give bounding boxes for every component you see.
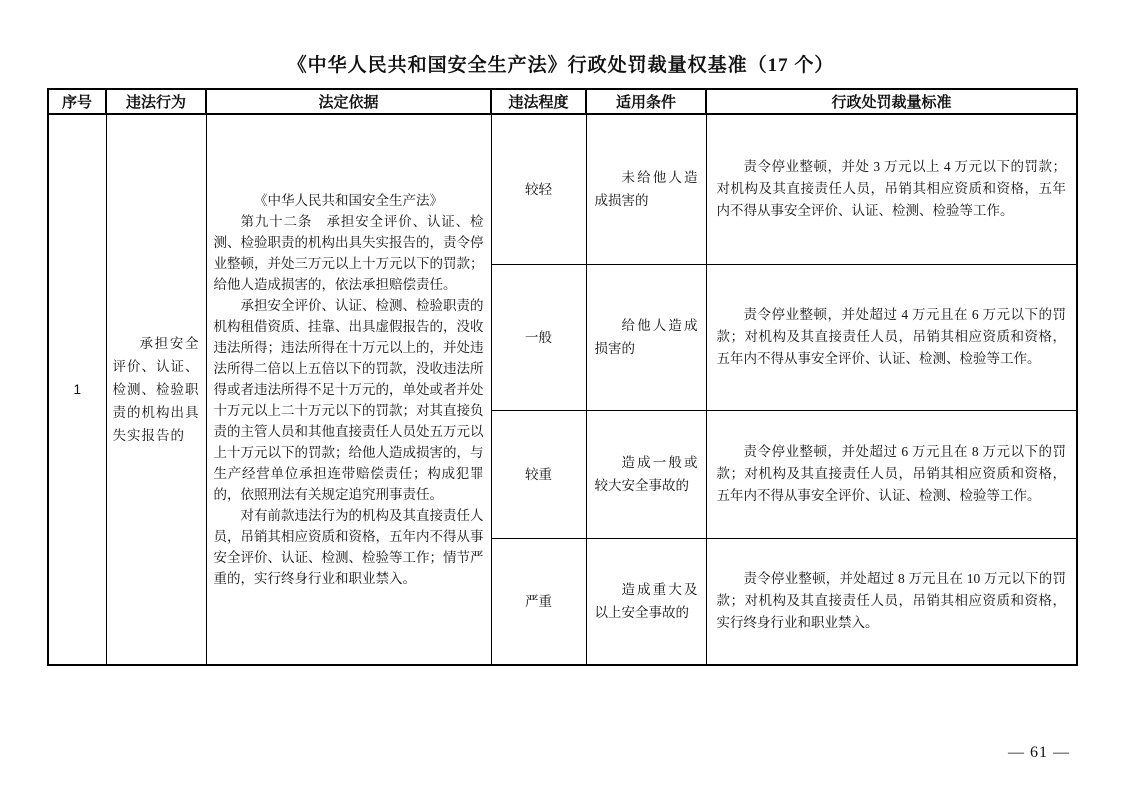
standard-text: 责令停业整顿，并处超过 4 万元且在 6 万元以下的罚款；对机构及其直接责任人员，吊销其相应资质和资格，五年内不得从事安全评价、认证、检测、检验等工作。 — [716, 307, 1066, 366]
condition-cell — [586, 114, 706, 264]
condition-text: 给他人造成损害的 — [594, 318, 698, 356]
table-header-row — [48, 89, 1077, 114]
condition-text: 未给他人造成损害的 — [594, 170, 698, 209]
legal-paragraph: 第九十二条 承担安全评价、认证、检测、检验职责的机构出具失实报告的，责令停业整顿，并处三万元以上十万元以下的罚款；给他人造成损害的，依法承担赔偿责任。 — [213, 214, 484, 292]
standard-cell — [706, 410, 1077, 538]
standard-cell — [706, 538, 1077, 665]
table-row — [48, 114, 1077, 264]
header-seq: 序号 — [48, 89, 106, 114]
penalty-benchmark-table — [47, 88, 1078, 666]
legal-basis-cell — [206, 114, 491, 665]
degree-cell: 严重 — [491, 538, 586, 665]
condition-cell — [586, 264, 706, 410]
header-legal-basis: 法定依据 — [206, 89, 491, 114]
condition-cell — [586, 538, 706, 665]
standard-text: 责令停业整顿，并处超过 6 万元且在 8 万元以下的罚款；对机构及其直接责任人员，吊销其相应资质和资格，五年内不得从事安全评价、认证、检测、检验等工作。 — [716, 444, 1066, 503]
degree-cell: 一般 — [491, 264, 586, 410]
degree-cell: 较重 — [491, 410, 586, 538]
law-title: 《中华人民共和国安全生产法》 — [254, 193, 443, 208]
legal-paragraph: 承担安全评价、认证、检测、检验职责的机构租借资质、挂靠、出具虚假报告的，没收违法所得；违法所得在十万元以上的，并处违法所得二倍以上五倍以下的罚款，没收违法所得或者违法所得不足十万元的，单处或者并处十万元以上二十万元以下的罚款；对其直接负责的主管人员和其他直接责任人员处五万元以上十万元以下的罚款；给他人造成损害的，与生产经营单位承担连带赔偿责任；构成犯罪的，依照刑法有关规定追究刑事责任。 — [213, 298, 484, 502]
condition-cell — [586, 410, 706, 538]
standard-text: 责令停业整顿，并处超过 8 万元且在 10 万元以下的罚款；对机构及其直接责任人员，吊销其相应资质和资格，实行终身行业和职业禁入。 — [716, 571, 1066, 631]
page-number: — 61 — — [1008, 744, 1070, 761]
condition-text: 造成一般或较大安全事故的 — [594, 455, 698, 493]
standard-cell — [706, 114, 1077, 264]
violation-cell — [106, 114, 206, 665]
header-violation: 违法行为 — [106, 89, 206, 114]
seq-cell: 1 — [48, 114, 106, 665]
degree-cell: 较轻 — [491, 114, 586, 264]
header-condition: 适用条件 — [586, 89, 706, 114]
legal-paragraph: 对有前款违法行为的机构及其直接责任人员，吊销其相应资质和资格，五年内不得从事安全评价、认证、检测、检验等工作；情节严重的，实行终身行业和职业禁入。 — [213, 508, 484, 586]
standard-cell — [706, 264, 1077, 410]
violation-text: 承担安全评价、认证、检测、检验职责的机构出具失实报告的 — [112, 336, 200, 443]
header-degree: 违法程度 — [491, 89, 586, 114]
page-title: 《中华人民共和国安全生产法》行政处罚裁量权基准（17 个） — [287, 55, 835, 76]
standard-text: 责令停业整顿，并处 3 万元以上 4 万元以下的罚款；对机构及其直接责任人员，吊销其相应资质和资格，五年内不得从事安全评价、认证、检测、检验等工作。 — [716, 159, 1066, 219]
header-standard: 行政处罚裁量标准 — [706, 89, 1077, 114]
condition-text: 造成重大及以上安全事故的 — [594, 582, 698, 621]
